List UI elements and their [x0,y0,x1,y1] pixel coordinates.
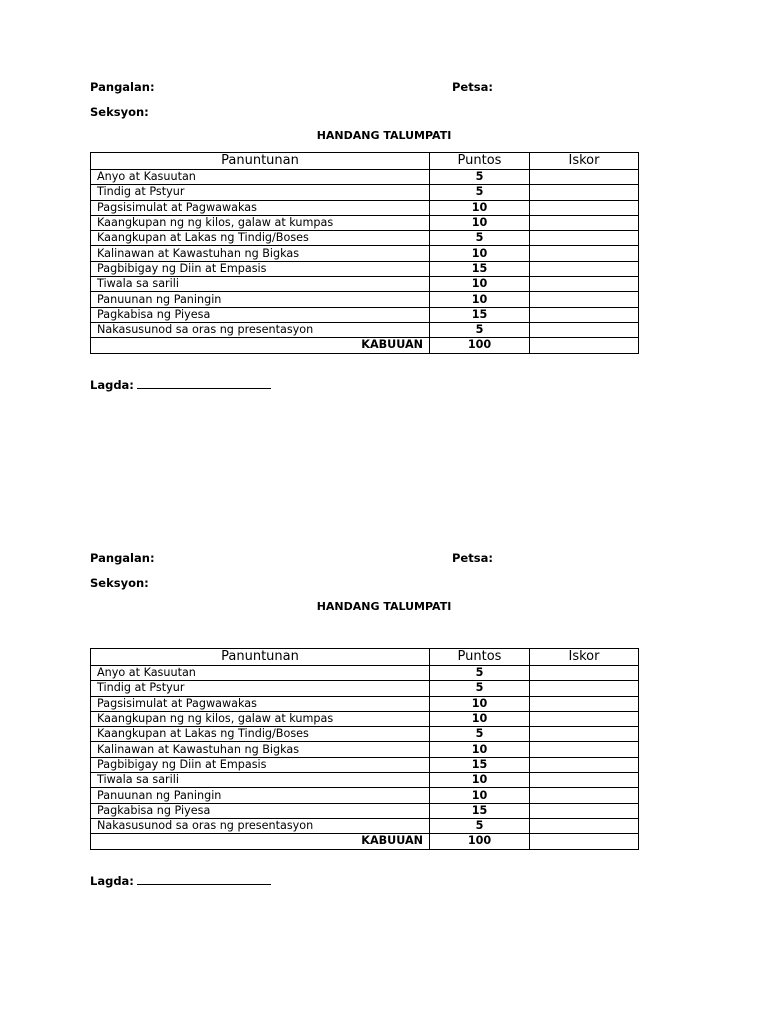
criterion-cell: Kaangkupan ng ng kilos, galaw at kumpas [91,215,430,230]
name-label: Pangalan: [90,551,155,565]
points-cell: 15 [430,261,530,276]
total-score-cell[interactable] [530,338,639,353]
points-cell: 5 [430,666,530,681]
table-row [91,277,639,292]
total-row [91,338,639,353]
score-cell[interactable] [530,277,639,292]
score-cell[interactable] [530,261,639,276]
total-points: 100 [430,834,530,849]
criterion-cell: Anyo at Kasuutan [91,170,430,185]
points-cell: 15 [430,803,530,818]
table-row [91,711,639,726]
criterion-cell: Pagkabisa ng Piyesa [91,307,430,322]
points-cell: 5 [430,818,530,833]
criterion-cell: Pagkabisa ng Piyesa [91,803,430,818]
points-cell: 5 [430,170,530,185]
section-label: Seksyon: [90,105,149,119]
table-row [91,727,639,742]
header-points: Puntos [430,649,530,666]
criterion-cell: Tiwala sa sarili [91,277,430,292]
criterion-cell: Tindig at Pstyur [91,681,430,696]
total-label: KABUUAN [91,338,430,353]
criterion-cell: Pagbibigay ng Diin at Empasis [91,757,430,772]
table-row [91,773,639,788]
score-cell[interactable] [530,292,639,307]
rubric-table [90,152,639,354]
criterion-cell: Pagsisimulat at Pagwawakas [91,696,430,711]
table-row [91,818,639,833]
table-row [91,185,639,200]
criterion-cell: Kaangkupan at Lakas ng Tindig/Boses [91,727,430,742]
criterion-cell: Nakasusunod sa oras ng presentasyon [91,322,430,337]
table-row [91,742,639,757]
signature-text: Lagda: [90,874,134,888]
score-cell[interactable] [530,711,639,726]
signature-label [90,378,271,392]
criterion-cell: Pagbibigay ng Diin at Empasis [91,261,430,276]
table-row [91,215,639,230]
score-cell[interactable] [530,773,639,788]
total-score-cell[interactable] [530,834,639,849]
criterion-cell: Panuunan ng Paningin [91,788,430,803]
form-title: HANDANG TALUMPATI [316,129,452,142]
points-cell: 10 [430,200,530,215]
score-cell[interactable] [530,246,639,261]
signature-label [90,874,271,888]
total-label: KABUUAN [91,834,430,849]
table-header-row [91,649,639,666]
score-cell[interactable] [530,170,639,185]
criterion-cell: Kalinawan at Kawastuhan ng Bigkas [91,246,430,261]
header-score: Iskor [530,153,639,170]
points-cell: 5 [430,727,530,742]
table-row [91,200,639,215]
score-cell[interactable] [530,215,639,230]
table-header-row [91,153,639,170]
score-cell[interactable] [530,322,639,337]
table-row [91,292,639,307]
table-row [91,322,639,337]
score-cell[interactable] [530,185,639,200]
header-points: Puntos [430,153,530,170]
table-row [91,170,639,185]
points-cell: 5 [430,185,530,200]
header-score: Iskor [530,649,639,666]
form-title: HANDANG TALUMPATI [316,600,452,613]
points-cell: 15 [430,757,530,772]
score-cell[interactable] [530,666,639,681]
score-cell[interactable] [530,231,639,246]
points-cell: 5 [430,231,530,246]
signature-text: Lagda: [90,378,134,392]
points-cell: 10 [430,277,530,292]
table-row [91,307,639,322]
points-cell: 10 [430,711,530,726]
table-row [91,757,639,772]
header-criterion: Panuntunan [91,153,430,170]
table-row [91,696,639,711]
criterion-cell: Kalinawan at Kawastuhan ng Bigkas [91,742,430,757]
points-cell: 5 [430,681,530,696]
points-cell: 5 [430,322,530,337]
criterion-cell: Anyo at Kasuutan [91,666,430,681]
points-cell: 10 [430,773,530,788]
points-cell: 10 [430,742,530,757]
score-cell[interactable] [530,742,639,757]
table-row [91,261,639,276]
points-cell: 10 [430,292,530,307]
criterion-cell: Tiwala sa sarili [91,773,430,788]
criterion-cell: Tindig at Pstyur [91,185,430,200]
points-cell: 15 [430,307,530,322]
criterion-cell: Kaangkupan ng ng kilos, galaw at kumpas [91,711,430,726]
header-criterion: Panuntunan [91,649,430,666]
total-points: 100 [430,338,530,353]
section-label: Seksyon: [90,576,149,590]
criterion-cell: Nakasusunod sa oras ng presentasyon [91,818,430,833]
score-cell[interactable] [530,696,639,711]
rubric-table [90,648,639,850]
score-cell[interactable] [530,200,639,215]
score-cell[interactable] [530,307,639,322]
date-label: Petsa: [452,551,493,565]
table-row [91,246,639,261]
score-cell[interactable] [530,803,639,818]
criterion-cell: Pagsisimulat at Pagwawakas [91,200,430,215]
score-cell[interactable] [530,818,639,833]
points-cell: 10 [430,696,530,711]
signature-line[interactable] [137,378,271,389]
score-cell[interactable] [530,757,639,772]
score-cell[interactable] [530,727,639,742]
criterion-cell: Kaangkupan at Lakas ng Tindig/Boses [91,231,430,246]
total-row [91,834,639,849]
signature-line[interactable] [137,874,271,885]
name-label: Pangalan: [90,80,155,94]
table-row [91,803,639,818]
date-label: Petsa: [452,80,493,94]
score-cell[interactable] [530,788,639,803]
table-row [91,666,639,681]
table-row [91,231,639,246]
table-row [91,681,639,696]
points-cell: 10 [430,788,530,803]
score-cell[interactable] [530,681,639,696]
points-cell: 10 [430,246,530,261]
criterion-cell: Panuunan ng Paningin [91,292,430,307]
table-row [91,788,639,803]
points-cell: 10 [430,215,530,230]
